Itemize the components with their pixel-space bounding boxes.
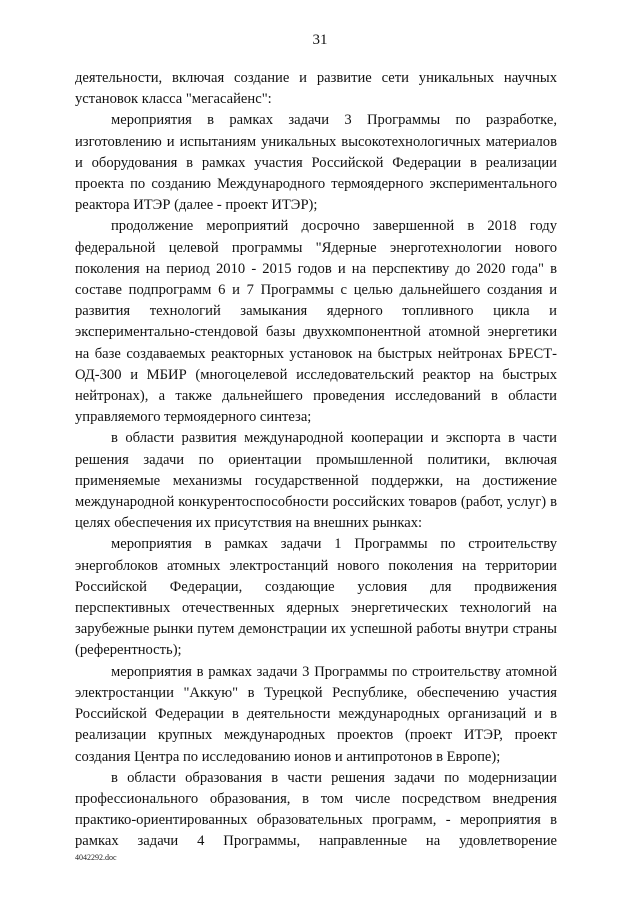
paragraph: в области развития международной кооперации и экспорта в части решения задачи по ориентации промышленной политики, включая применяемые механизмы государственной поддержки, на достижение международной конкурентоспособности российских товаров (работ, услуг) в целях обеспечения их присутствия на внешних рынках:	[75, 430, 557, 532]
paragraph: продолжение мероприятий досрочно завершенной в 2018 году федеральной целевой программы "Ядерные энерготехнологии нового поколения на период 2010 - 2015 годов и на перспективу до 2020 года" в составе подпрограмм 6 и 7 Программы с целью дальнейшего создания и развития технологий замыкания ядерного топливного цикла и экспериментально-стендовой базы двухкомпонентной атомной энергетики на базе создаваемых реакторных установок на быстрых нейтронах БРЕСТ-ОД-300 и МБИР (многоцелевой исследовательский реактор на быстрых нейтронах), а также дальнейшего проведения исследований в области управляемого термоядерного синтеза;	[75, 218, 557, 426]
paragraph: мероприятия в рамках задачи 3 Программы по строительству атомной электростанции "Аккую" в Турецкой Республике, обеспечению участия Российской Федерации в деятельности международных организаций и в реализации крупных международных проектов (проект ИТЭР, проект создания Центра по исследованию ионов и антипротонов в Европе);	[75, 663, 557, 765]
page-number: 31	[312, 32, 328, 48]
paragraph: деятельности, включая создание и развитие сети уникальных научных установок класса "мегасайенс":	[75, 70, 557, 108]
footer-filename: 4042292.doc	[75, 853, 117, 862]
paragraph: мероприятия в рамках задачи 3 Программы по разработке, изготовлению и испытаниям уникальных высокотехнологичных материалов и оборудования в рамках участия Российской Федерации в реализации проекта по созданию Международного термоядерного экспериментального реактора ИТЭР (далее - проект ИТЭР);	[75, 112, 557, 214]
paragraph: мероприятия в рамках задачи 1 Программы по строительству энергоблоков атомных электростанций нового поколения на территории Российской Федерации, создающие условия для продвижения перспективных отечественных ядерных энергетических технологий на зарубежные рынки путем демонстрации их успешной работы внутри страны (референтность);	[75, 536, 557, 659]
document-body	[75, 68, 557, 853]
paragraph-last: в области образования в части решения задачи по модернизации профессионального образования, в том числе посредством внедрения практико-ориентированных образовательных программ, - мероприятия в рамках задачи 4 Программы, направленные на удовлетворение	[75, 769, 557, 850]
